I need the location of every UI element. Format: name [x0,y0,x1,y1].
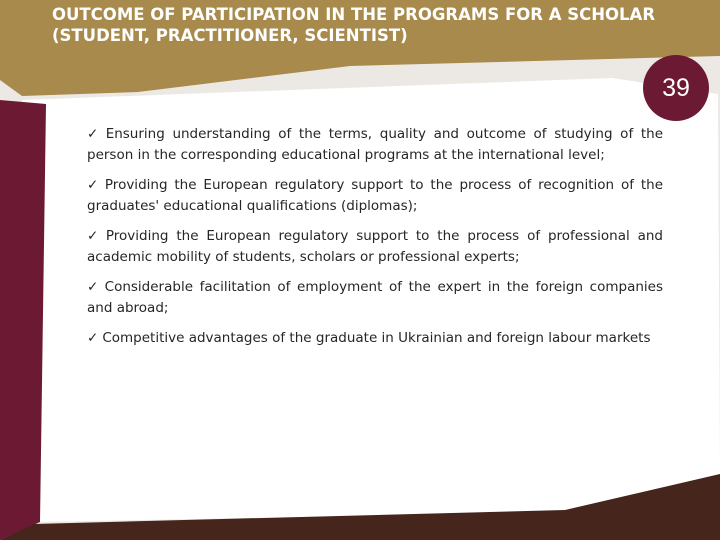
bullet-text: Competitive advantages of the graduate in Ukrainian and foreign labour markets [102,330,651,346]
bullet-list [87,124,663,358]
bullet-item [87,277,663,319]
check-icon: ✓ [87,177,101,193]
bullet-item [87,328,663,349]
page-number-badge [643,55,709,121]
bullet-text: Ensuring understanding of the terms, quality and outcome of studying of the person in the corresponding educational programs at the international level; [87,126,664,163]
bullet-text: Providing the European regulatory support to the process of professional and academic mobility of students, scholars or professional experts; [87,228,663,265]
slide-title-line-2: (STUDENT, PRACTITIONER, SCIENTIST) [52,26,408,45]
bullet-item [87,124,663,166]
bullet-text: Considerable facilitation of employment of the expert in the foreign companies and abroad; [87,279,663,316]
bullet-text: Providing the European regulatory support to the process of recognition of the graduates' educational qualifications (diplomas); [87,177,664,214]
bullet-item [87,226,663,268]
slide-title [52,4,712,46]
bullet-item [87,175,663,217]
left-accent-bar [0,100,46,540]
slide-title-line-1: OUTCOME OF PARTICIPATION IN THE PROGRAMS FOR A SCHOLAR [52,5,656,24]
check-icon: ✓ [87,228,102,244]
check-icon: ✓ [87,126,102,142]
check-icon: ✓ [87,279,101,295]
check-icon: ✓ [87,330,99,346]
page-number: 39 [662,73,690,102]
